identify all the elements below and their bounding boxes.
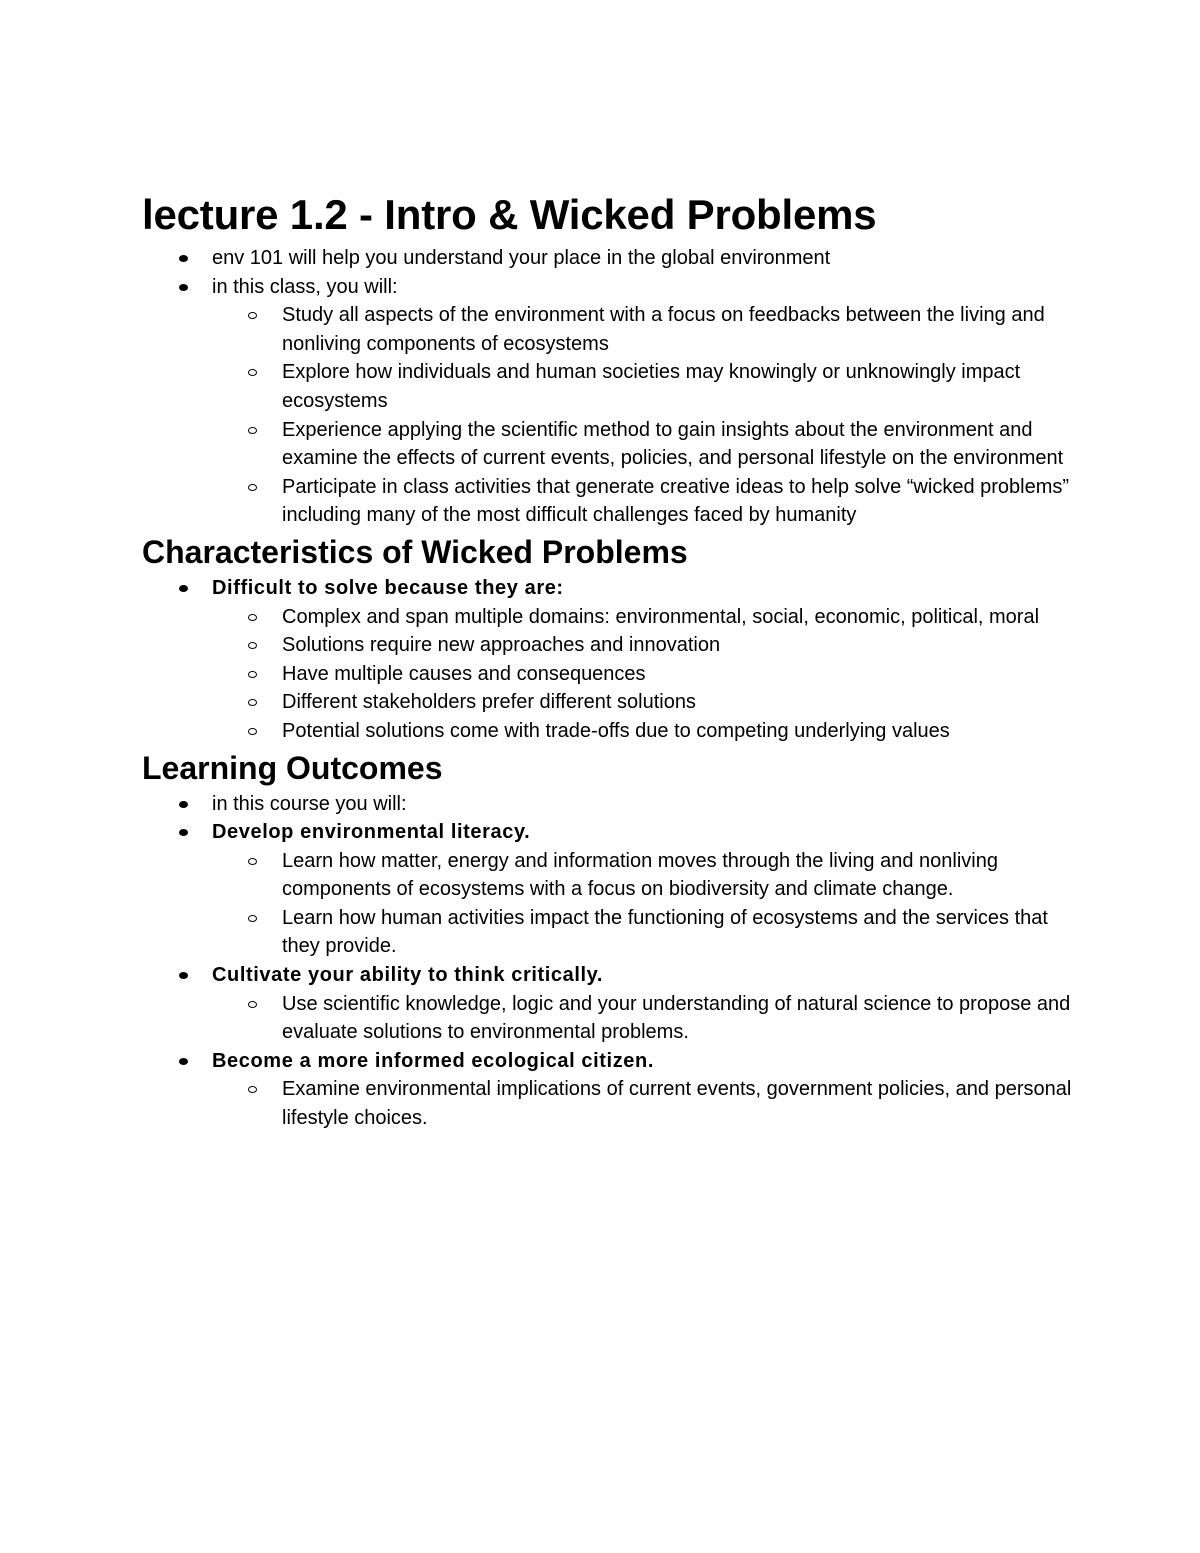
sublist-item xyxy=(142,1075,1072,1132)
sublist-item-text: Examine environmental implications of current events, government policies, and personal lifestyle choices. xyxy=(282,1078,1072,1130)
sublist-item-text: Use scientific knowledge, logic and your understanding of natural science to propose and evaluate solutions to environmental problems. xyxy=(282,992,1071,1044)
intro-sublist xyxy=(142,301,1072,530)
sublist-item xyxy=(142,990,1072,1047)
disc-bullet-icon xyxy=(179,829,188,836)
sublist-item xyxy=(142,717,1072,746)
outcomes-sublist xyxy=(142,1075,1072,1132)
sublist-item xyxy=(142,660,1072,689)
sublist-item xyxy=(142,358,1072,415)
sublist-item-text: Explore how individuals and human societies may knowingly or unknowingly impact ecosystems xyxy=(282,361,1021,412)
circle-bullet-icon xyxy=(248,427,257,434)
sublist-item-text: Complex and span multiple domains: environmental, social, economic, political, moral xyxy=(282,605,1040,628)
sublist-item xyxy=(142,904,1072,961)
sublist-item xyxy=(142,416,1072,473)
list-item-text: in this course you will: xyxy=(212,792,407,815)
document-page xyxy=(142,186,1072,1133)
page-title: lecture 1.2 - Intro & Wicked Problems xyxy=(142,191,877,238)
sublist-item-text: Have multiple causes and consequences xyxy=(282,662,646,685)
list-item xyxy=(142,273,1072,302)
sublist-item xyxy=(142,301,1072,358)
circle-bullet-icon xyxy=(248,671,257,678)
list-item-text: Develop environmental literacy. xyxy=(212,821,531,844)
list-item xyxy=(142,574,1072,603)
circle-bullet-icon xyxy=(248,369,257,376)
sublist-item-text: Potential solutions come with trade-offs due to competing underlying values xyxy=(282,719,950,742)
sublist-wrapper xyxy=(142,990,1072,1047)
section-heading-outcomes: Learning Outcomes xyxy=(142,749,443,786)
list-item-text: Difficult to solve because they are: xyxy=(212,576,564,599)
circle-bullet-icon xyxy=(248,915,257,922)
sublist-item-text: Learn how matter, energy and information moves through the living and nonliving components of ecosystems with a focus on biodiversity and climate change. xyxy=(282,849,998,901)
disc-bullet-icon xyxy=(179,801,188,808)
circle-bullet-icon xyxy=(248,312,257,319)
circle-bullet-icon xyxy=(248,1086,257,1093)
list-item xyxy=(142,818,1072,847)
disc-bullet-icon xyxy=(179,284,188,291)
sublist-item-text: Participate in class activities that generate creative ideas to help solve “wicked problems” including many of the most difficult challenges faced by humanity xyxy=(282,475,1070,527)
section-heading-characteristics: Characteristics of Wicked Problems xyxy=(142,533,688,570)
list-item-text: env 101 will help you understand your place in the global environment xyxy=(212,247,831,269)
outcomes-sublist xyxy=(142,847,1072,961)
outcomes-list xyxy=(142,790,1072,1133)
list-item xyxy=(142,790,1072,819)
circle-bullet-icon xyxy=(248,484,257,491)
circle-bullet-icon xyxy=(248,728,257,735)
characteristics-sublist xyxy=(142,603,1072,746)
sublist-item xyxy=(142,631,1072,660)
sublist-wrapper xyxy=(142,847,1072,961)
circle-bullet-icon xyxy=(248,699,257,706)
sublist-wrapper xyxy=(142,603,1072,746)
sublist-item-text: Experience applying the scientific method to gain insights about the environment and examine the effects of current events, policies, and personal lifestyle on the environment xyxy=(282,418,1064,470)
list-item-text: Cultivate your ability to think critically. xyxy=(212,964,604,987)
list-item xyxy=(142,244,1072,273)
sublist-item xyxy=(142,473,1072,530)
disc-bullet-icon xyxy=(179,1058,188,1065)
characteristics-list xyxy=(142,574,1072,746)
sublist-item-text: Study all aspects of the environment with a focus on feedbacks between the living and nonliving components of ecosystems xyxy=(282,304,1045,355)
sublist-item-text: Learn how human activities impact the functioning of ecosystems and the services that they provide. xyxy=(282,906,1048,958)
sublist-item-text: Different stakeholders prefer different solutions xyxy=(282,691,696,714)
disc-bullet-icon xyxy=(179,255,188,262)
sublist-item-text: Solutions require new approaches and innovation xyxy=(282,634,721,657)
intro-list xyxy=(142,244,1072,530)
disc-bullet-icon xyxy=(179,585,188,592)
circle-bullet-icon xyxy=(248,614,257,621)
list-item-text: in this class, you will: xyxy=(212,275,398,298)
circle-bullet-icon xyxy=(248,858,257,865)
circle-bullet-icon xyxy=(248,1001,257,1008)
sublist-item xyxy=(142,688,1072,717)
disc-bullet-icon xyxy=(179,972,188,979)
list-item xyxy=(142,1047,1072,1076)
list-item xyxy=(142,961,1072,990)
circle-bullet-icon xyxy=(248,642,257,649)
list-item-text: Become a more informed ecological citizen. xyxy=(212,1049,654,1072)
sublist-wrapper xyxy=(142,301,1072,530)
sublist-item xyxy=(142,603,1072,632)
outcomes-sublist xyxy=(142,990,1072,1047)
sublist-wrapper xyxy=(142,1075,1072,1132)
sublist-item xyxy=(142,847,1072,904)
